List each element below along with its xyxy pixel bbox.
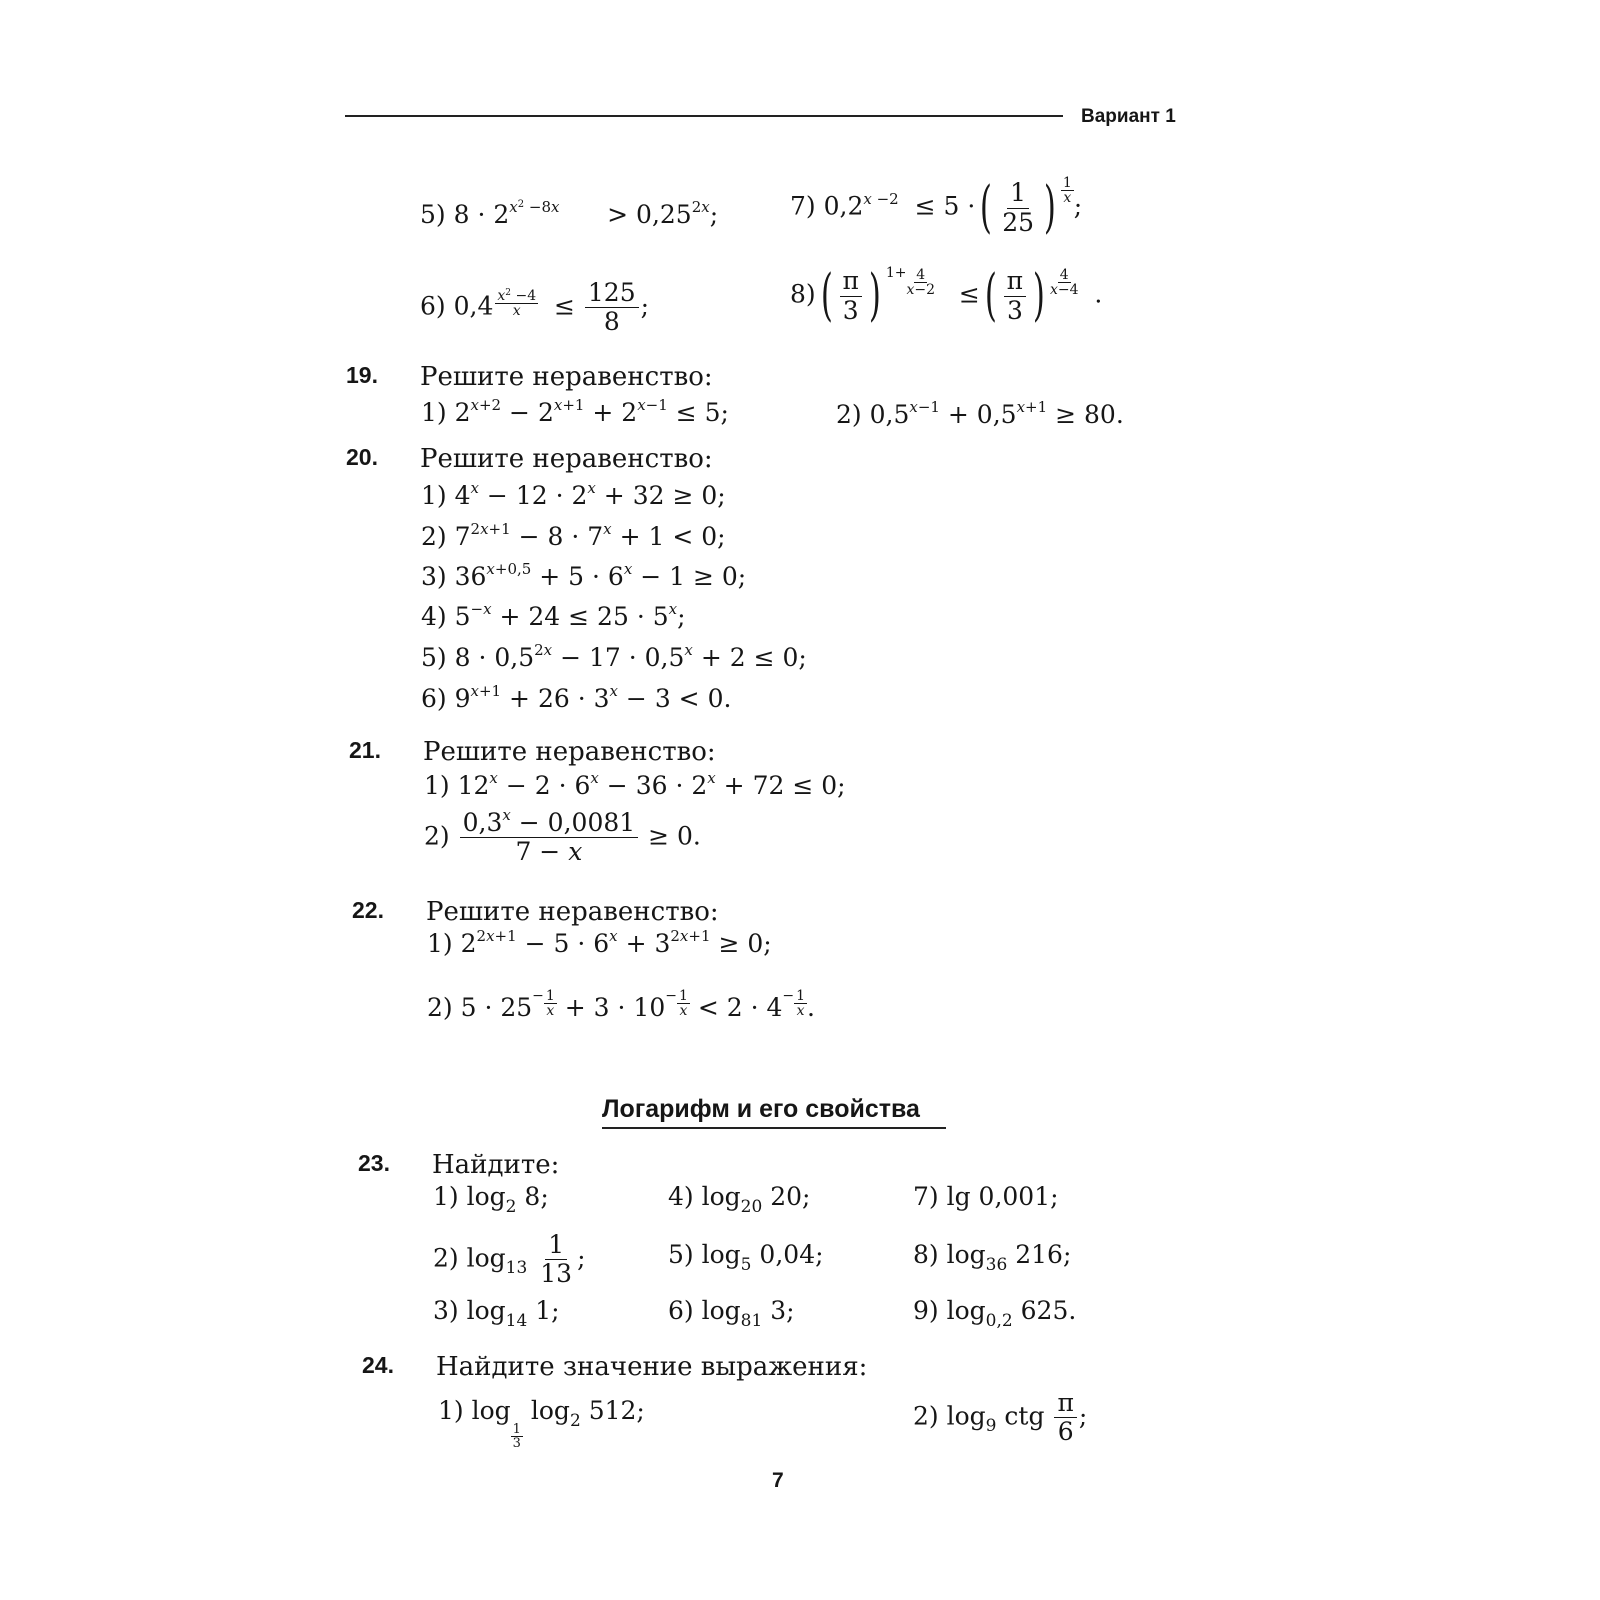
problem-23-7: 7) lg 0,001; bbox=[913, 1182, 1059, 1211]
problem-21-2: 2) $\frac{0,3^x - 0,0081}{7 - x}$ ≥ 0. bbox=[424, 806, 701, 867]
problem-22-2: 2) 5 · 25− $\frac{1}{x}$ + 3 · 10− $\frac{1}{x}$ < 2 · 4− $\frac{1}{x}$ . bbox=[427, 988, 815, 1022]
problem-23-1: 1) $\log_2 8$; bbox=[433, 1182, 549, 1217]
task-21-title: Решите неравенство: bbox=[423, 737, 716, 767]
problem-20-3: 3) $36^{x+0,5} + 5 \cdot 6^x - 1 \ge 0$; bbox=[421, 560, 747, 591]
task-23-title: Найдите: bbox=[432, 1150, 560, 1180]
problem-24-1: 1) log $\frac{1}{3}$ $\log_2 512$; bbox=[438, 1396, 645, 1451]
section-title-underline bbox=[602, 1127, 946, 1129]
problem-19-1: 1) $2^{x+2} - 2^{x+1} + 2^{x-1} \le 5$; bbox=[421, 396, 729, 427]
task-20-number: 20. bbox=[346, 444, 378, 470]
variant-label: Вариант 1 bbox=[1081, 106, 1176, 127]
section-title: Логарифм и его свойства bbox=[602, 1095, 920, 1123]
problem-19-2: 2) $0,5^{x-1} + 0,5^{x+1} \ge 80$. bbox=[836, 398, 1124, 429]
problem-23-5: 5) $\log_5 0,04$; bbox=[668, 1240, 824, 1275]
problem-18-7: 7) $0,2^{x -2} \le 5$ ·( $\frac{1}{25}$ ) $\frac{1}{x}$ ; bbox=[790, 174, 1083, 240]
task-19-title: Решите неравенство: bbox=[420, 362, 713, 392]
problem-23-8: 8) $\log_{36} 216$; bbox=[913, 1240, 1072, 1275]
task-22-number: 22. bbox=[352, 897, 384, 923]
problem-23-6: 6) $\log_{81} 3$; bbox=[668, 1296, 795, 1331]
problem-22-1: 1) $2^{2x+1} - 5 \cdot 6^x + 3^{2x+1} \ge 0$; bbox=[427, 927, 772, 958]
problem-20-2: 2) $7^{2x+1} - 8 \cdot 7^x + 1 < 0$; bbox=[421, 520, 726, 551]
problem-23-3: 3) $\log_{14} 1$; bbox=[433, 1296, 560, 1331]
task-19-number: 19. bbox=[346, 362, 378, 388]
problem-23-4: 4) $\log_{20} 20$; bbox=[668, 1182, 811, 1217]
task-24-number: 24. bbox=[362, 1352, 394, 1378]
problem-24-2: 2) $\log_9$ ctg $\frac{\pi}{6}$ ; bbox=[913, 1388, 1088, 1447]
problem-18-6: 6) 0,4 $\frac{x^2 -4}{x}$ ≤ $\frac{125}{8}$ ; bbox=[420, 278, 650, 337]
task-21-number: 21. bbox=[349, 737, 381, 763]
problem-20-1: 1) $4^x - 12 \cdot 2^x + 32 \ge 0$; bbox=[421, 479, 726, 510]
problem-20-5: 5) $8 \cdot 0,5^{2x} - 17 \cdot 0,5^x + 2 \le 0$; bbox=[421, 641, 807, 672]
problem-21-1: 1) $12^x - 2 \cdot 6^x - 36 \cdot 2^x + 72 \le 0$; bbox=[424, 769, 846, 800]
task-24-title: Найдите значение выражения: bbox=[436, 1352, 868, 1382]
problem-23-2: 2) $\log_{13}$ $\frac{1}{13}$ ; bbox=[433, 1230, 586, 1289]
task-20-title: Решите неравенство: bbox=[420, 444, 713, 474]
problem-18-5: 5) $8 \cdot 2^{x^2 -8x}$ > $0,25^{2x}$; bbox=[420, 198, 719, 229]
problem-20-6: 6) $9^{x+1} + 26 \cdot 3^x - 3 < 0$. bbox=[421, 682, 732, 713]
header-rule bbox=[345, 115, 1063, 117]
task-23-number: 23. bbox=[358, 1150, 390, 1176]
problem-20-4: 4) $5^{-x} + 24 \le 25 \cdot 5^x$; bbox=[421, 600, 686, 631]
problem-18-8: 8)( $\frac{\pi}{3}$ ) $^{1+}$ $\frac{4}{x-2}$ ≤( $\frac{\pi}{3}$ ) $\frac{4}{x-4}$ . bbox=[790, 263, 1103, 328]
task-22-title: Решите неравенство: bbox=[426, 897, 719, 927]
page-number: 7 bbox=[772, 1469, 784, 1492]
problem-23-9: 9) $\log_{0,2} 625$. bbox=[913, 1296, 1077, 1331]
